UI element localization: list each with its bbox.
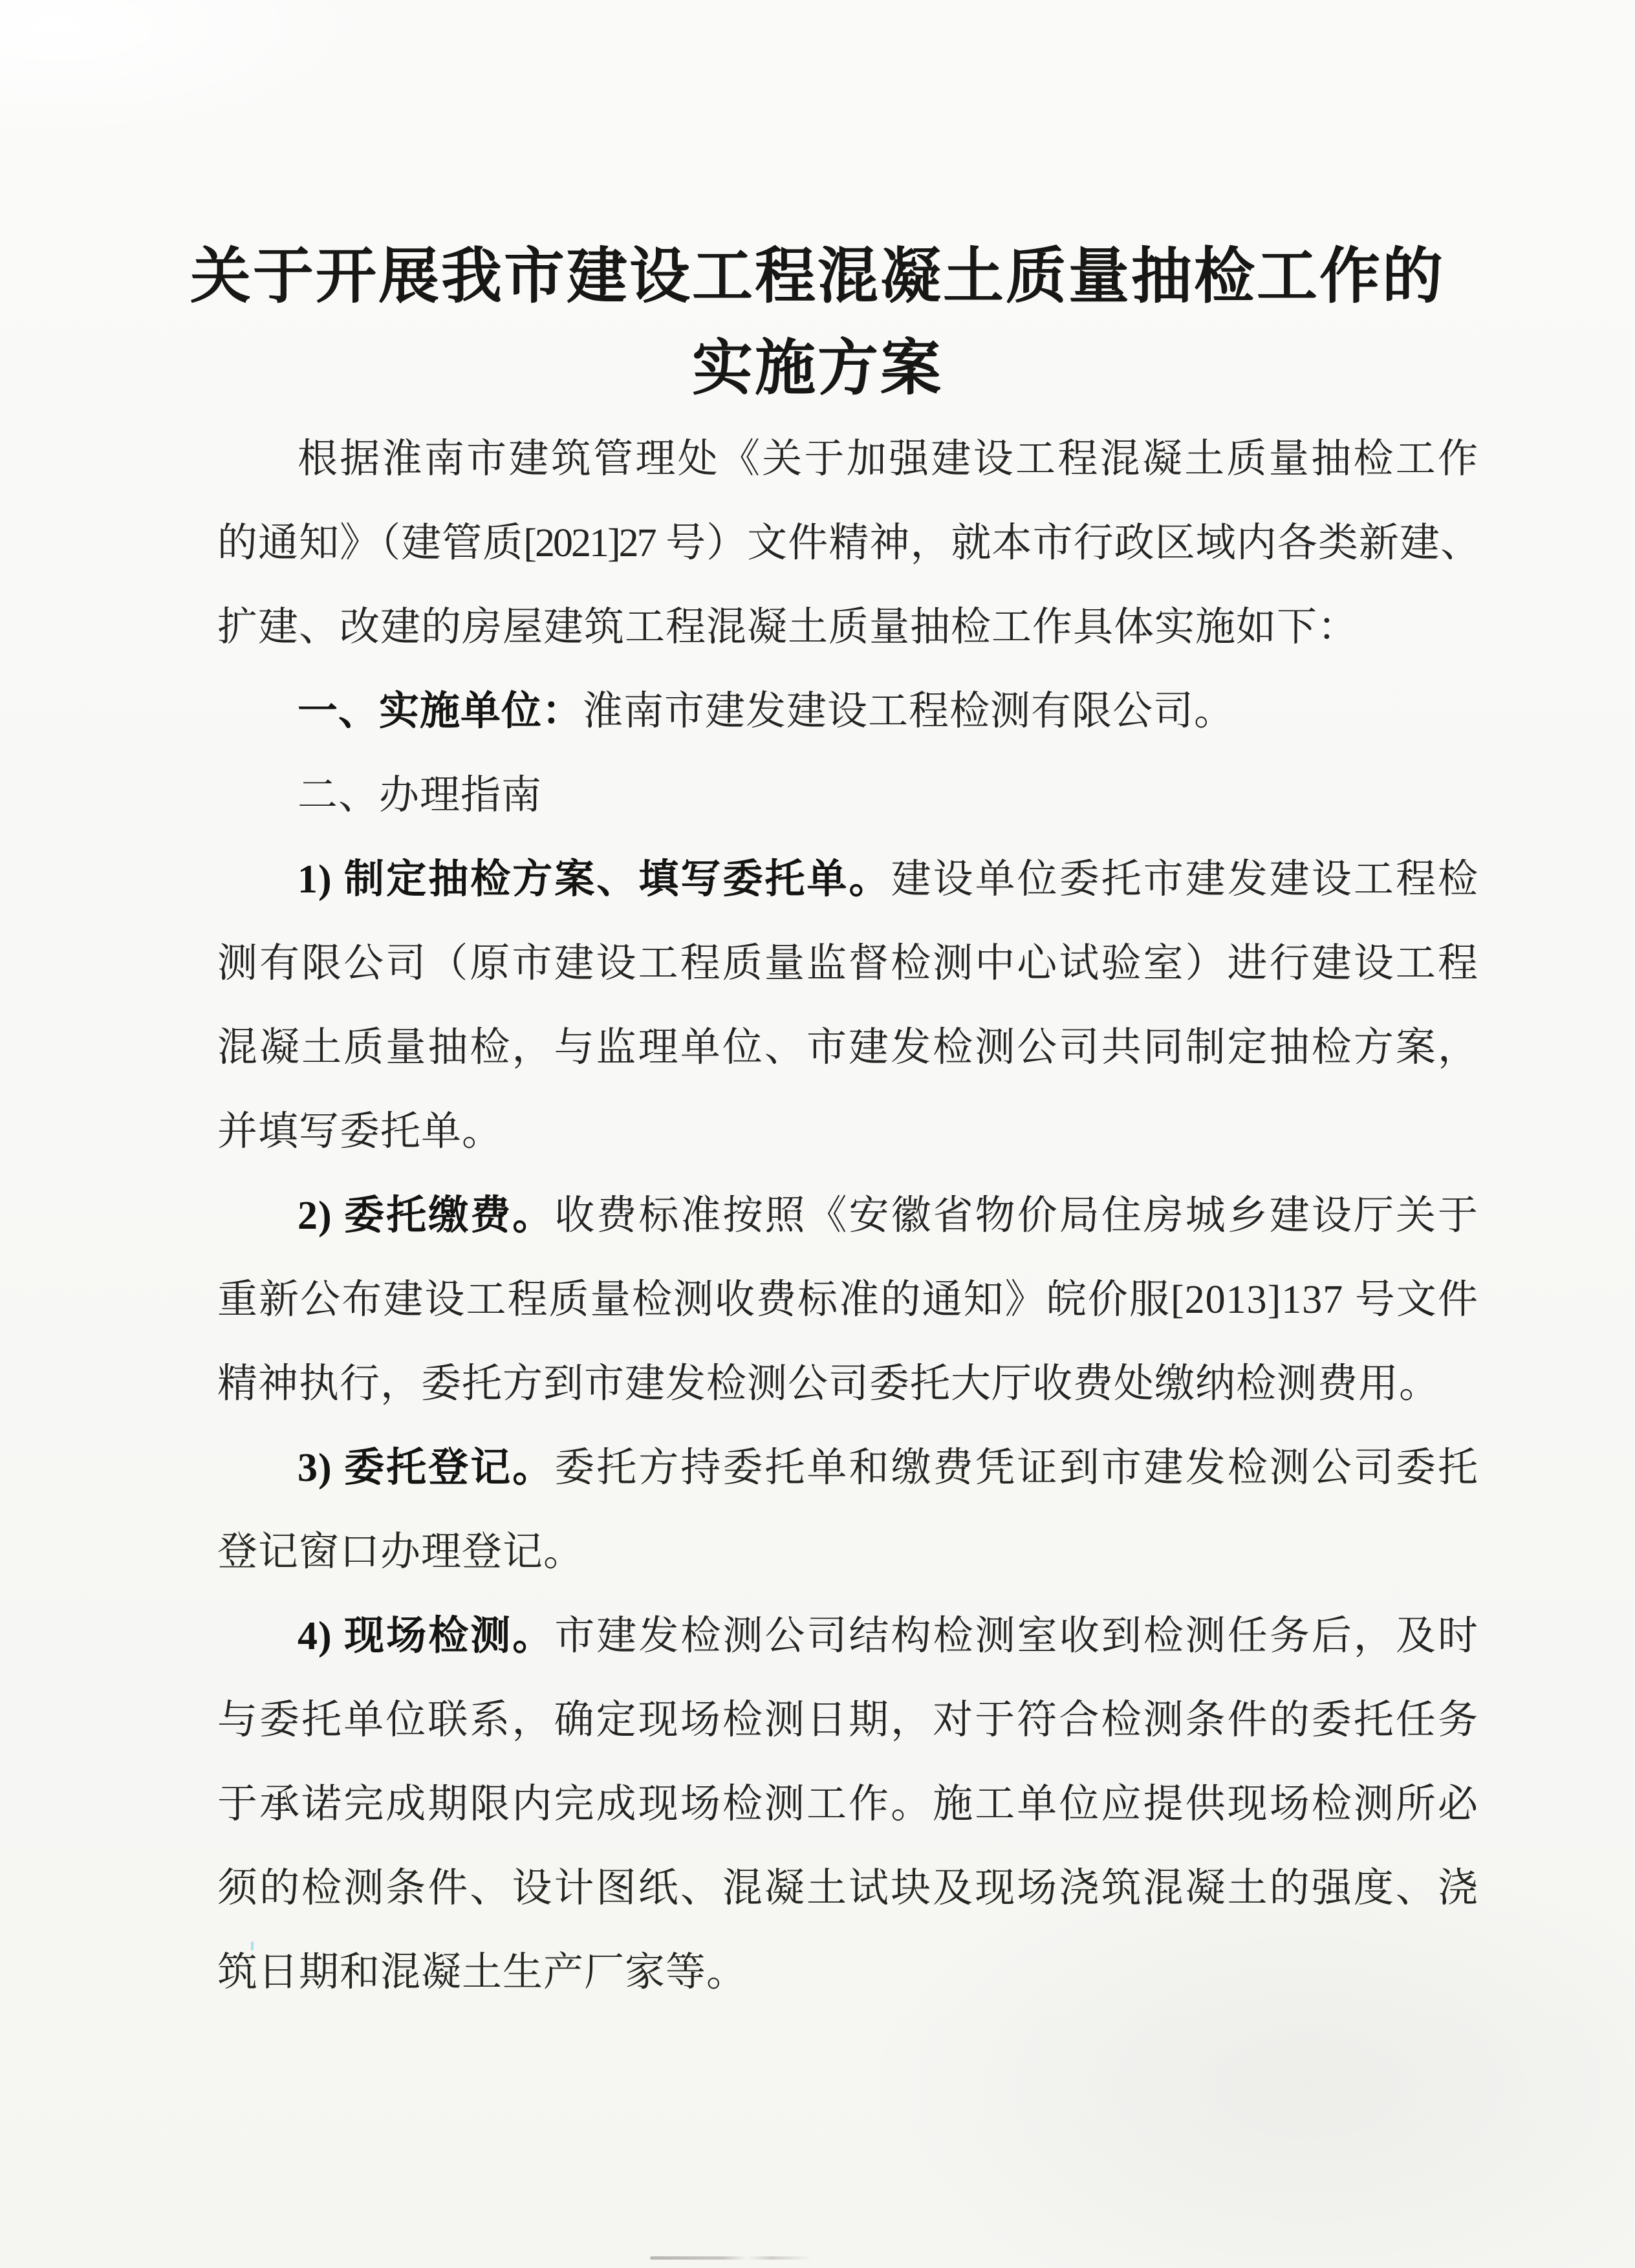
line-text: 须的检测条件、设计图纸、混凝土试块及现场浇筑混凝土的强度、浇 (217, 1866, 1478, 1910)
text-line (217, 1174, 1478, 1258)
text-line (217, 669, 1478, 753)
line-text: 筑日期和混凝土生产厂家等。 (217, 1950, 748, 1994)
scan-smudge-artifact (650, 2256, 812, 2260)
line-bold-segment: 一、实施单位： (298, 689, 583, 733)
line-text: 市建发检测公司结构检测室收到检测任务后，及时 (554, 1614, 1478, 1658)
line-text: 委托方持委托单和缴费凭证到市建发检测公司委托 (554, 1446, 1478, 1490)
line-text: 扩建、改建的房屋建筑工程混凝土质量抽检工作具体实施如下： (217, 605, 1359, 649)
text-line (217, 1846, 1478, 1930)
line-bold-segment: 4) 现场检测。 (298, 1614, 555, 1658)
line-text: 根据淮南市建筑管理处《关于加强建设工程混凝土质量抽检工作 (298, 437, 1478, 481)
text-line (217, 585, 1478, 669)
text-line (217, 1006, 1478, 1090)
text-line (217, 1258, 1478, 1342)
text-line (217, 501, 1478, 585)
text-line (217, 922, 1478, 1006)
document-title-line-2: 实施方案 (691, 334, 943, 402)
document-title-line-1: 关于开展我市建设工程混凝土质量抽检工作的 (189, 242, 1445, 310)
text-line (217, 1426, 1478, 1510)
line-text: 的通知》（建管质[2021]27 号）文件精神，就本市行政区域内各类新建、 (217, 521, 1478, 565)
text-line (217, 1090, 1478, 1174)
line-bold-segment: 1) 制定抽检方案、填写委托单。 (298, 858, 891, 902)
line-text: 并填写委托单。 (217, 1110, 503, 1154)
line-text: 与委托单位联系，确定现场检测日期，对于符合检测条件的委托任务 (217, 1698, 1478, 1742)
line-text: 收费标准按照《安徽省物价局住房城乡建设厅关于 (554, 1194, 1478, 1238)
text-line (217, 1930, 1478, 2014)
document-title (103, 230, 1532, 414)
text-line (217, 1762, 1478, 1846)
text-line (217, 1594, 1478, 1678)
document-body (217, 417, 1478, 2014)
line-text: 混凝土质量抽检，与监理单位、市建发检测公司共同制定抽检方案， (217, 1026, 1478, 1070)
text-line (217, 837, 1478, 922)
scan-speck-artifact (251, 1941, 254, 1950)
line-text: 二、办理指南 (298, 773, 543, 817)
line-bold-segment: 3) 委托登记。 (298, 1446, 555, 1490)
line-text: 精神执行，委托方到市建发检测公司委托大厅收费处缴纳检测费用。 (217, 1362, 1440, 1406)
text-line (217, 1678, 1478, 1762)
line-text: 建设单位委托市建发建设工程检 (891, 858, 1478, 902)
line-text: 登记窗口办理登记。 (217, 1530, 585, 1574)
line-bold-segment: 2) 委托缴费。 (298, 1194, 555, 1238)
text-line (217, 417, 1478, 501)
line-text: 重新公布建设工程质量检测收费标准的通知》皖价服[2013]137 号文件 (217, 1278, 1478, 1322)
line-text: 测有限公司（原市建设工程质量监督检测中心试验室）进行建设工程 (217, 942, 1478, 986)
line-text: 淮南市建发建设工程检测有限公司。 (583, 689, 1235, 733)
line-text: 于承诺完成期限内完成现场检测工作。施工单位应提供现场检测所必 (217, 1782, 1478, 1826)
text-line (217, 1342, 1478, 1426)
text-line (217, 753, 1478, 837)
text-line (217, 1510, 1478, 1594)
